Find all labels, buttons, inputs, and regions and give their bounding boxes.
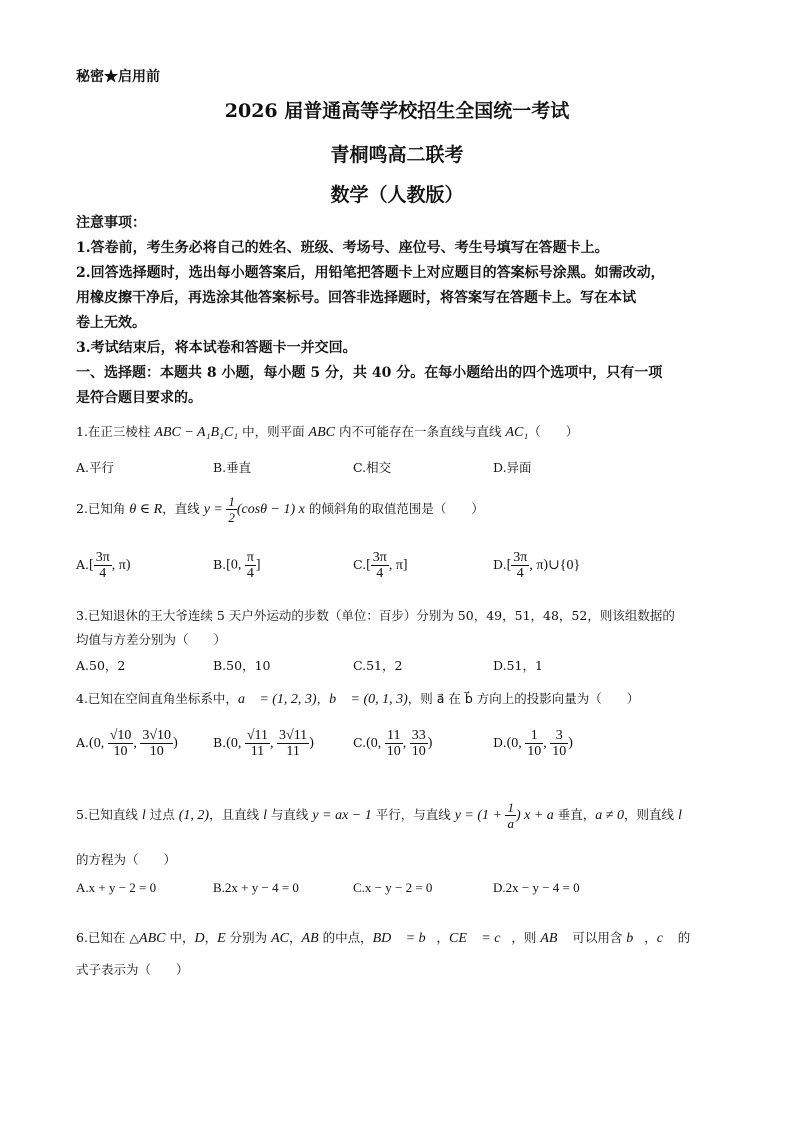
q3-option-a: A.50，2 (76, 658, 126, 673)
section-heading-line-2: 是符合题目要求的。 (76, 390, 202, 406)
note-2-line-2: 用橡皮擦干净后，再选涂其他答案标号。回答非选择题时，将答案写在答题卡上。写在本试 (76, 290, 636, 306)
q1-option-c: C.相交 (353, 460, 392, 475)
note-1: 1.答卷前，考生务必将自己的姓名、班级、考场号、座位号、考生号填写在答题卡上。 (76, 240, 609, 256)
notes-heading: 注意事项： (76, 215, 146, 231)
question-4: 4.已知在空间直角坐标系中，a⃗ = (1, 2, 3)，b⃗ = (0, 1, 3)，则 a⃗ 在 b⃗ 方向上的投影向量为（ ） (76, 691, 640, 707)
question-6: 6.已知在 △ABC 中，D，E 分别为 AC，AB 的中点，BD⃗ = b⃗，CE⃗ = c⃗，则 AB⃗ 可以用含 b⃗，c⃗ 的 (76, 930, 691, 946)
q1-option-b: B.垂直 (213, 460, 252, 475)
q1-option-d: D.异面 (493, 460, 532, 475)
q5-option-c: C.x − y − 2 = 0 (353, 880, 433, 895)
q3-option-d: D.51，1 (493, 658, 543, 673)
exam-subtitle: 青桐鸣高二联考 (330, 144, 464, 166)
q4-option-a: A.(0, $\frac{√10}{10}$ , $\frac{3√10}{10}$ ) (76, 728, 178, 759)
q1-option-a: A.平行 (76, 460, 115, 475)
question-5: 5.已知直线 l 过点 (1, 2)，且直线 l 与直线 y = ax − 1 平行，与直线 y = (1 + $\frac{1}{a}$ ) x + a 垂直，a ≠ 0，则直线 l (76, 800, 682, 831)
question-6-line-2: 式子表示为（ ） (76, 962, 189, 977)
q3-option-b: B.50，10 (213, 658, 271, 673)
note-3: 3.考试结束后，将本试卷和答题卡一并交回。 (76, 340, 357, 356)
exam-title: 2026 届普通高等学校招生全国统一考试 (224, 100, 570, 122)
q3-option-c: C.51，2 (353, 658, 403, 673)
exam-subject: 数学（人教版） (330, 184, 464, 206)
q4-option-d: D.(0, $\frac{1}{10}$ , $\frac{3}{10}$ ) (493, 728, 573, 759)
note-2-line-1: 2.回答选择题时，选出每小题答案后，用铅笔把答题卡上对应题目的答案标号涂黑。如需改动， (76, 265, 665, 281)
question-3-line-1: 3.已知退休的王大爷连续 5 天户外运动的步数（单位：百步）分别为 50，49，51，48，52，则该组数据的 (76, 608, 675, 623)
q5-option-d: D.2x − y − 4 = 0 (493, 880, 580, 895)
note-2-line-3: 卷上无效。 (76, 315, 146, 331)
question-1: 1.在正三棱柱 ABC − A₁B₁C₁ 中，则平面 ABC 内不可能存在一条直线与直线 AC₁（ ） (76, 424, 579, 440)
fraction: $\frac{1}{2}$ (228, 494, 235, 525)
q2-option-c: C.[ $\frac{3\pi}{4}$ , π] (353, 550, 408, 581)
q2-option-d: D.[ $\frac{3\pi}{4}$ , π)∪{0} (493, 550, 581, 581)
q2-option-b: B.[0, $\frac{\pi}{4}$ ] (213, 550, 261, 581)
q5-option-b: B.2x + y − 4 = 0 (213, 880, 299, 895)
q4-option-b: B.(0, $\frac{√11}{11}$ , $\frac{3√11}{11}$ ) (213, 728, 314, 759)
section-heading-line-1: 一、选择题：本题共 8 小题，每小题 5 分，共 40 分。在每小题给出的四个选项中，只有一项 (76, 365, 663, 381)
question-5-line-2: 的方程为（ ） (76, 852, 177, 867)
q4-option-c: C.(0, $\frac{11}{10}$ , $\frac{33}{10}$ ) (353, 728, 433, 759)
q2-option-a: A.[ $\frac{3\pi}{4}$ , π) (76, 550, 131, 581)
secret-label: 秘密★启用前 (76, 69, 160, 85)
question-2: 2.已知角 θ ∈ R，直线 y = $\frac{1}{2}$ (cosθ − 1) x 的倾斜角的取值范围是（ ） (76, 494, 484, 525)
question-3-line-2: 均值与方差分别为（ ） (76, 632, 227, 647)
q5-option-a: A.x + y − 2 = 0 (76, 880, 157, 895)
